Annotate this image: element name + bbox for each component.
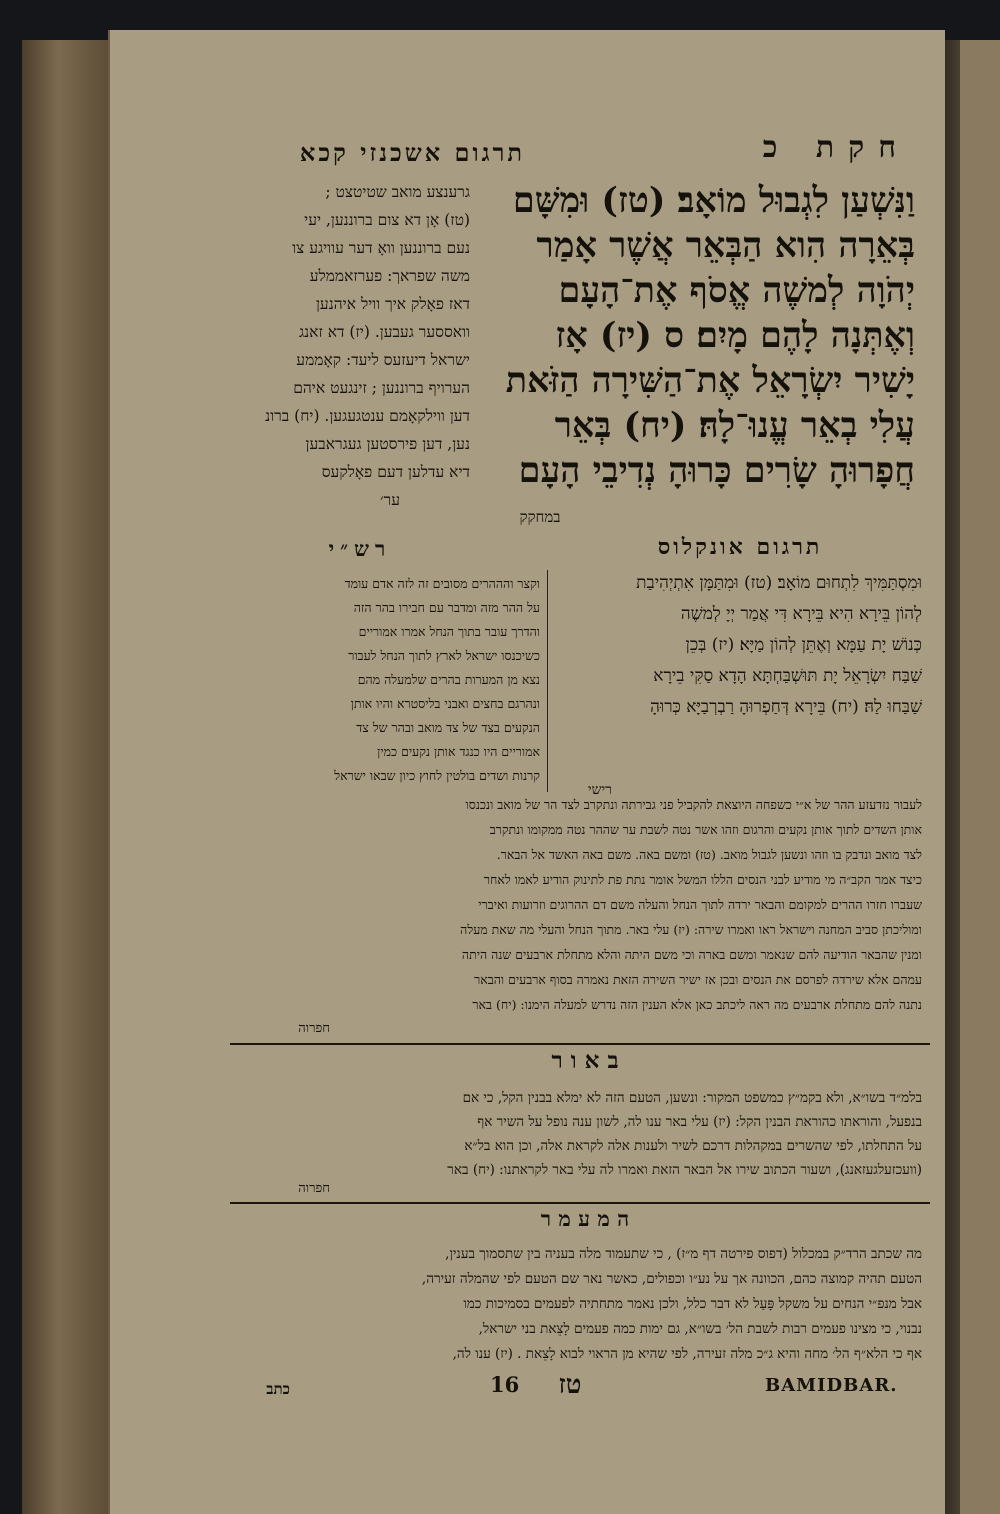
rashi-line: אותן השדים לתוך אותן נקעים והרגום וזהו אשר נטה לשבת ער שההר נטה ממקומו ונתקרב — [489, 822, 922, 837]
rashi-line: ונהרגם בחצים ואבני בליסטרא והיו אותן — [350, 696, 540, 711]
yiddish-line: נעם ברוננען וואָ דער עוויגע צו — [292, 239, 470, 257]
rashi-catchword: חפרוה — [298, 1021, 330, 1036]
biur-line: בלמ״ד בשו״א, ולא בקמ״ץ כמשפט המקור: ונשען, הטעם הזה לא ימלא בבנין הקל, כי אם — [462, 1090, 922, 1106]
onkelos-catchword: רישי — [587, 782, 613, 798]
rashi-side-column — [210, 572, 540, 788]
rashi-line: הנקעים בצד של צד מואב ובהר של צד — [356, 720, 540, 735]
rashi-line: ומוליכתן סביב המחנה וישראל ראו ואמרו שירה: (יז) עלי באר. מתוך הנחל והעלי מה שאת מעלה — [460, 922, 922, 937]
biur-line: על התחלתו, לפי שהשרים במקהלות דרכם לשיר ולענות אלה לקראת אלה, וכן הוא בל״א — [464, 1138, 922, 1154]
rashi-line: שעברו חזרו ההרים למקומם והבאר ירדה לתוך הנחל והעלה משם דם ההרוגים וזרועות ואיברי — [478, 897, 922, 912]
parsha-header: חקת כ — [762, 130, 910, 165]
yiddish-line: דען ווילקאָמם ענטגעגען. (יח) ברונ — [265, 407, 470, 425]
yiddish-translation — [210, 178, 470, 514]
torah-line: חֲפָרוּהָ שָׂרִים כָּרוּהָ נְדִיבֵי הָעָם — [518, 450, 915, 491]
onkelos-line: וּמִסְתַּמִּיךְ לִתְחוּם מוֹאָב׃ (טז) וּמִתַּמָּן אִתְיְהִיבַת — [636, 573, 922, 593]
section-divider — [230, 1202, 930, 1204]
yiddish-line: דאז פאָלק איך וויל איהנען — [315, 295, 470, 313]
rashi-line: על ההר מזה ומדבר עם חבירו בהר הזה — [353, 600, 540, 615]
biur-catchword: חפרוה — [298, 1181, 330, 1196]
biur-line: (וועכזעלגעזאנג), ושעור הכתוב שירו אל הבאר הזאת ואמרו לה עלי באר לקראתנו: (יח) באר — [447, 1162, 922, 1178]
yiddish-line: ער׳ — [380, 491, 400, 509]
hameamer-line: אף כי הלא״ף הל׳ מחה והיא ג״כ מלה זעירה, לפי שהיא מן הראוי לבוא לָצֵאת . (יז) ענו לה, — [452, 1346, 922, 1362]
hameamer-line: מה שכתב הרד״ק במכלול (דפוס פירטה דף מ״ז) , כי שתעמוד מלה בעניה בין שתסמוך בענין, — [445, 1246, 922, 1262]
rashi-full-width — [210, 792, 922, 1017]
rashi-line: ומנין שהבאר הודיעה להם שנאמר ומשם בארה וכי משם היתה והלא מתחלת ארבעים שנה היתה — [461, 947, 922, 962]
torah-line: יְהֹוָה לְמשֶׁה אֱסֹף אֶת־הָעָם — [558, 270, 915, 311]
onkelos-text — [550, 568, 922, 723]
book-edge — [22, 40, 112, 1514]
hameamer-line: נבנוי, כי מצינו פעמים רבות לשבת הל׳ בשו״א, גם ימות כמה פעמים לָצֵאת בני ישראל, — [478, 1321, 922, 1337]
rashi-line: נתנה להם מתחלת ארבעים מה ראה ליכתב כאן אלא הענין הזה נדרש למעלה הימנו: (יח) באר — [472, 997, 922, 1012]
onkelos-line: שַׁבַּחוּ לַהּ׃ (יח) בֵּירָא דְּחַפְרוּהָ רַבְרְבַיָּא כְּרוּהָ — [650, 697, 922, 717]
rashi-line: עמהם אלא שירדה לפרסם את הנסים ובכן אז ישיר השירה הזאת נאמרה בסוף ארבעים והבאר — [474, 972, 922, 987]
hameamer-line: הטעם תהיה קמוצה כהם, הכוונה אך על נע״ו וכפולים, כאשר נאר שם הטעם לפי שהמלה זעירה, — [421, 1271, 922, 1287]
torah-line: וְאֶתְּנָה לָהֶם מָיִם׃ ס (יז) אָז — [555, 315, 915, 356]
book-name: BAMIDBAR. — [765, 1375, 898, 1396]
hameamer-line: אבל מנפ״י הנחים על משקל פָּעַל לא דבר כלל, ולכן נאמר מתחתיה לפעמים בסמיכות כמו — [463, 1296, 922, 1312]
rashi-line: כיצד אמר הקב״ה מי מודיע לבני הנסים הללו המשל אומר נתת פת לתינוק הודיע לאמו לאחר — [483, 872, 922, 887]
hebrew-page-number: טז — [558, 1370, 582, 1400]
yiddish-line: וואססער געבען. (יז) דא זאנג — [299, 323, 470, 341]
torah-catchword: במחקק — [519, 508, 561, 526]
yiddish-line: דיא עדלען דעם פאָלקעס — [321, 463, 470, 481]
targum-header: תרגום אשכנזי קכא — [299, 138, 525, 167]
onkelos-title: תרגום אונקלוס — [657, 534, 823, 560]
footer-catchword: כתב — [266, 1380, 290, 1398]
torah-line: עֲלִי בְאֵר עֱנוּ־לָהּ׃ (יח) בְּאֵר — [554, 405, 915, 446]
onkelos-line: לְהוֹן בֵּירָא הִיא בֵּירָא דִּי אֲמַר יְיָ לְמשֶׁה — [680, 604, 922, 624]
torah-text — [485, 178, 915, 493]
rashi-line: נצא מן המערות בהרים שלמעלה מהם — [357, 672, 540, 687]
torah-line: בְּאֵרָה הִוא הַבְּאֵר אֲשֶׁר אָמַר — [536, 225, 915, 266]
yiddish-line: הערויף ברוננען ; זינגעט איהם — [293, 379, 470, 397]
biur-text — [210, 1086, 922, 1182]
column-divider — [547, 570, 548, 792]
yiddish-line: גרענצע מואב שטיטצט ; — [325, 183, 470, 201]
page-number: 16 — [490, 1372, 520, 1397]
book-page — [108, 30, 945, 1514]
rashi-line: קרנות ושדים בולטין לחוץ כיון שבאו ישראל — [334, 768, 540, 783]
yiddish-line: משה שפראך: פערזאממלע — [309, 267, 470, 285]
onkelos-line: שַׁבַּח יִשְׂרָאֵל יָת תּוּשְׁבַּחְתָּא הָדָא סַקִּי בֵירָא — [653, 666, 922, 686]
onkelos-line: כְּנוֹשׁ יָת עַמָּא וְאֶתֵּן לְהוֹן מַיָּא׃ (יז) בְּכֵן — [685, 635, 922, 655]
biur-line: בנפעל, והוראתו כהוראת הבנין הקל: (יז) עלי באר ענו לה, לשון ענה נופל על השיר אף — [477, 1114, 922, 1130]
hameamer-text — [210, 1242, 922, 1367]
rashi-line: לצד מואב ונדבק בו וזהו ונשען לגבול מואב. (טז) ומשם באה. משם באה האשד אל הבאר. — [496, 847, 922, 862]
yiddish-line: ישראל דיעזעס ליעד: קאָממע — [296, 351, 470, 369]
yiddish-line: (טז) אָן דא צום ברוננען, יעי — [304, 211, 470, 229]
rashi-line: כשיכנסו ישראל לארץ לתוך הנחל לעבור — [348, 648, 540, 663]
facing-page-edge — [960, 40, 1000, 1514]
rashi-line: וקצר והההרים מסובים זה לזה אדם עומד — [344, 576, 540, 591]
torah-line: יָשִׁיר יִשְׂרָאֵל אֶת־הַשִּׁירָה הַזֹּאת — [505, 360, 915, 401]
biur-title: ב א ו ר — [551, 1047, 619, 1074]
hameamer-title: ה מ ע מ ר — [540, 1206, 630, 1231]
section-divider — [230, 1043, 930, 1045]
rashi-line: לעבור נזדעזע ההר של א״י כשפחה היוצאת להקביל פני גבירתה ונתקרב לצד הר של מואב ונכנסו — [465, 797, 922, 812]
yiddish-line: נען, דען פירסטען געגראבען — [305, 435, 470, 453]
torah-line: וַנִּשְׁעַן לִגְבוּל מוֹאָב׃ (טז) וּמִשָּׁם — [512, 180, 915, 221]
rashi-title: רש״י — [328, 536, 392, 561]
rashi-line: והדרך עובר בתוך הנחל אמרו אמוריים — [358, 624, 540, 639]
rashi-line: אמוריים היו כנגד אותן נקעים כמין — [377, 744, 540, 759]
